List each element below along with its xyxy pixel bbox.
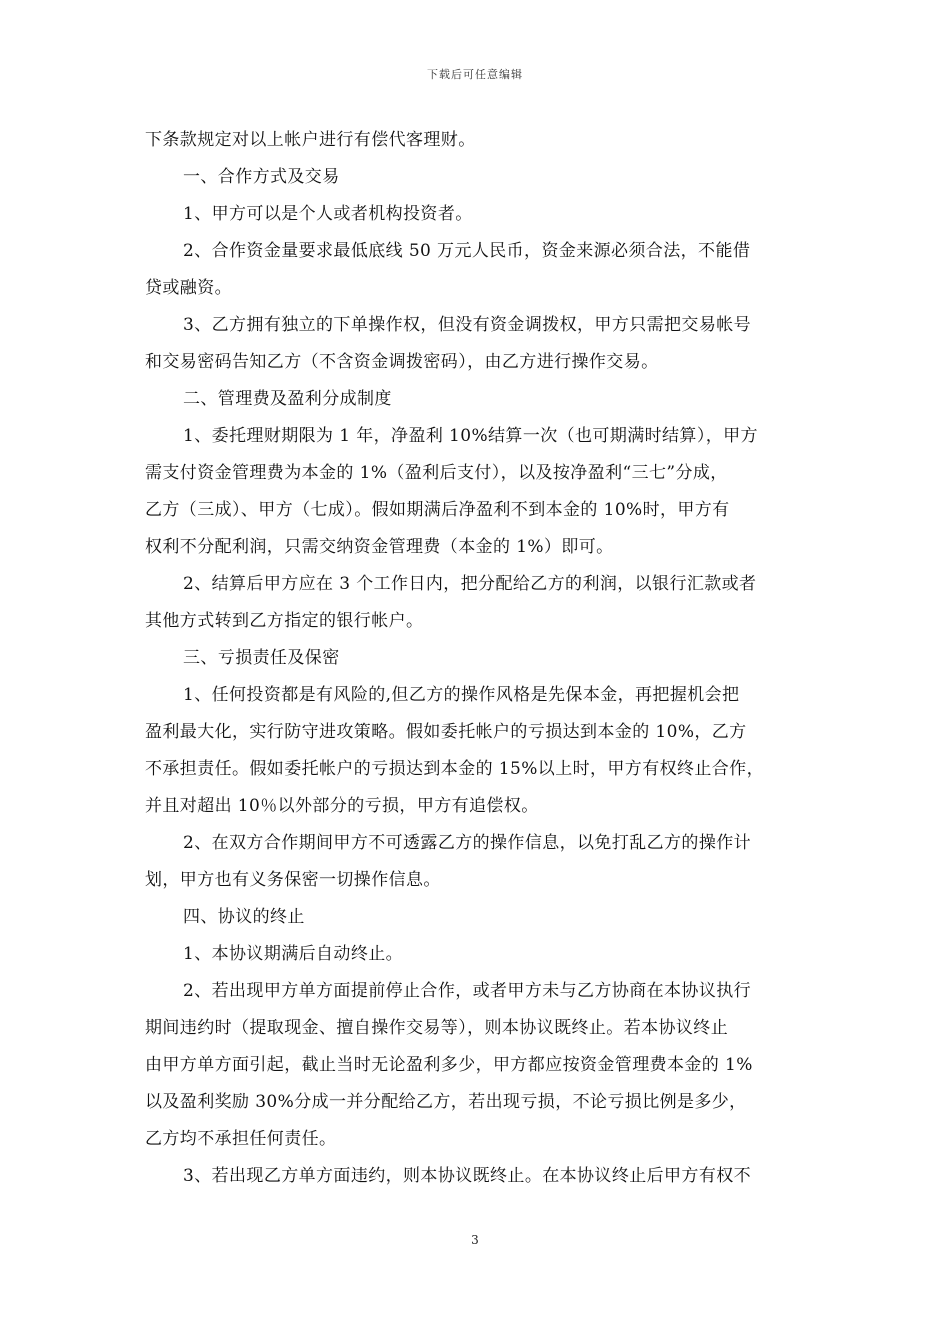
text-line: 四、协议的终止 bbox=[183, 907, 305, 927]
text-line: 3、乙方拥有独立的下单操作权，但没有资金调拨权，甲方只需把交易帐号 bbox=[183, 315, 752, 335]
text-line: 和交易密码告知乙方（不含资金调拨密码），由乙方进行操作交易。 bbox=[145, 352, 659, 372]
text-line: 不承担责任。假如委托帐户的亏损达到本金的 15%以上时，甲方有权终止合作， bbox=[145, 759, 764, 779]
header-note: 下载后可任意编辑 bbox=[427, 68, 523, 81]
text-line: 2、合作资金量要求最低底线 50 万元人民币，资金来源必须合法，不能借 bbox=[183, 241, 751, 261]
text-line: 一、合作方式及交易 bbox=[183, 167, 340, 187]
text-line: 1、委托理财期限为 1 年，净盈利 10%结算一次（也可期满时结算），甲方 bbox=[183, 426, 758, 446]
text-line: 二、管理费及盈利分成制度 bbox=[183, 389, 392, 409]
text-line: 贷或融资。 bbox=[145, 278, 232, 298]
text-line: 以及盈利奖励 30%分成一并分配给乙方，若出现亏损，不论亏损比例是多少， bbox=[145, 1092, 747, 1112]
text-line: 盈利最大化，实行防守进攻策略。假如委托帐户的亏损达到本金的 10%，乙方 bbox=[145, 722, 747, 742]
text-line: 权利不分配利润，只需交纳资金管理费（本金的 1%）即可。 bbox=[145, 537, 614, 557]
page-number: 3 bbox=[471, 1233, 479, 1247]
text-line: 并且对超出 10％以外部分的亏损，甲方有追偿权。 bbox=[145, 796, 539, 816]
text-line: 2、若出现甲方单方面提前停止合作，或者甲方未与乙方协商在本协议执行 bbox=[183, 981, 752, 1001]
text-line: 乙方（三成）、甲方（七成）。假如期满后净盈利不到本金的 10%时，甲方有 bbox=[145, 500, 730, 520]
text-line: 其他方式转到乙方指定的银行帐户。 bbox=[145, 611, 424, 631]
text-line: 由甲方单方面引起，截止当时无论盈利多少，甲方都应按资金管理费本金的 1% bbox=[145, 1055, 753, 1075]
text-line: 1、本协议期满后自动终止。 bbox=[183, 944, 404, 964]
text-line: 1、甲方可以是个人或者机构投资者。 bbox=[183, 204, 473, 224]
text-line: 乙方均不承担任何责任。 bbox=[145, 1129, 337, 1149]
text-line: 3、若出现乙方单方面违约，则本协议既终止。在本协议终止后甲方有权不 bbox=[183, 1166, 752, 1186]
text-line: 1、任何投资都是有风险的,但乙方的操作风格是先保本金，再把握机会把 bbox=[183, 685, 740, 705]
text-line: 三、亏损责任及保密 bbox=[183, 648, 340, 668]
text-line: 期间违约时（提取现金、擅自操作交易等），则本协议既终止。若本协议终止 bbox=[145, 1018, 729, 1038]
text-line: 划，甲方也有义务保密一切操作信息。 bbox=[145, 870, 441, 890]
text-line: 2、在双方合作期间甲方不可透露乙方的操作信息，以免打乱乙方的操作计 bbox=[183, 833, 752, 853]
text-line: 需支付资金管理费为本金的 1%（盈利后支付），以及按净盈利“三七”分成， bbox=[145, 463, 728, 483]
text-line: 下条款规定对以上帐户进行有偿代客理财。 bbox=[145, 130, 476, 150]
document-body bbox=[145, 122, 815, 1195]
text-line: 2、结算后甲方应在 3 个工作日内，把分配给乙方的利润，以银行汇款或者 bbox=[183, 574, 757, 594]
